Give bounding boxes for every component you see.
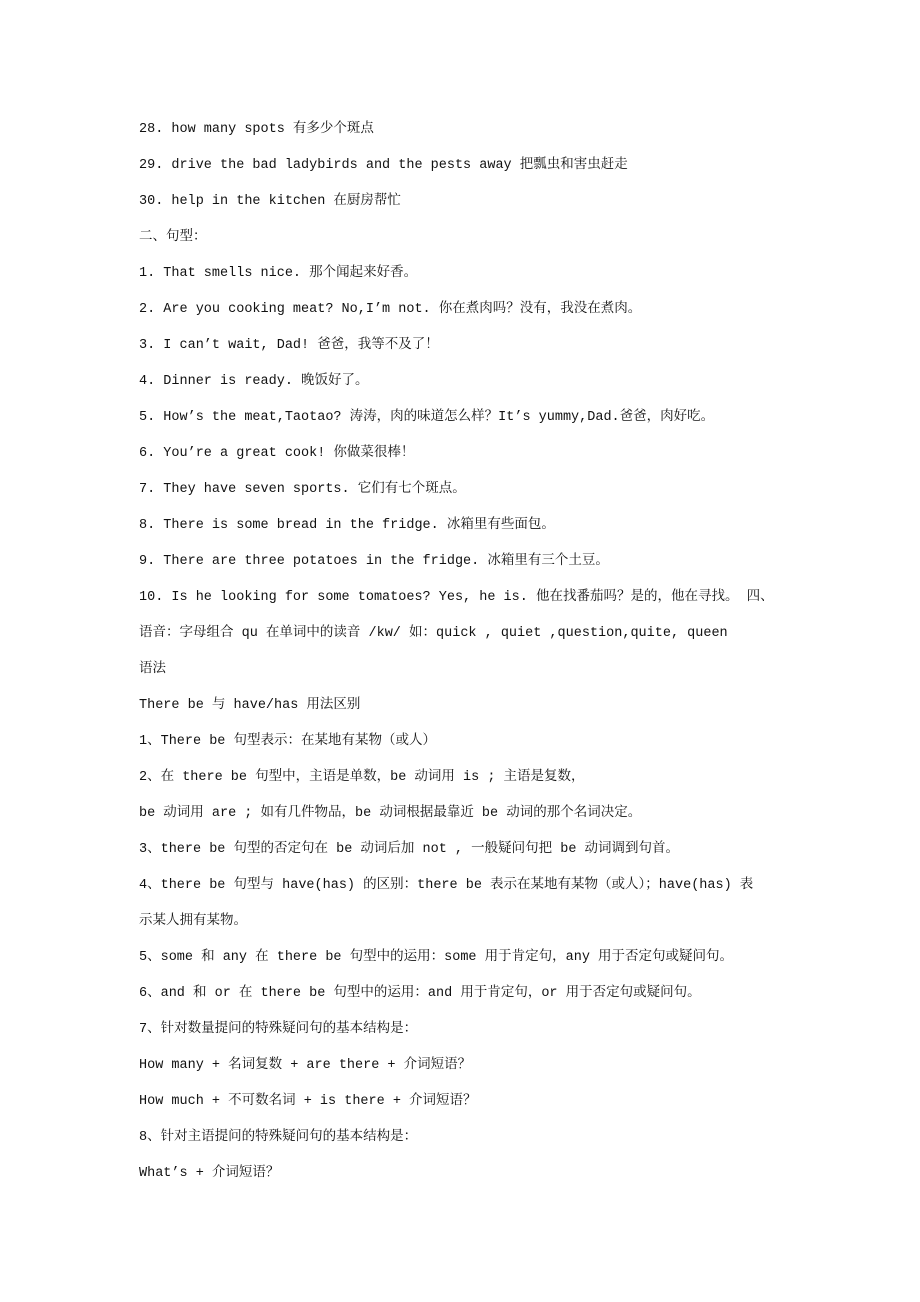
text-line: 7. They have seven sports. 它们有七个斑点。 <box>139 482 466 497</box>
text-line: 1、There be 句型表示：在某地有某物（或人） <box>139 734 437 749</box>
text-line: 1. That smells nice. 那个闻起来好香。 <box>139 266 418 281</box>
text-line: 29. drive the bad ladybirds and the pests away 把瓢虫和害虫赶走 <box>139 158 628 173</box>
text-line: 5. How’s the meat,Taotao? 涛涛，肉的味道怎么样？It’s yummy,Dad.爸爸，肉好吃。 <box>139 410 715 425</box>
text-line: 8、针对主语提问的特殊疑问句的基本结构是： <box>139 1130 418 1145</box>
text-line: 7、针对数量提问的特殊疑问句的基本结构是： <box>139 1022 418 1037</box>
text-line: 语法 <box>139 662 166 677</box>
text-line: 3. I can’t wait, Dad! 爸爸，我等不及了！ <box>139 338 439 353</box>
document-page <box>139 112 819 1192</box>
text-line: 9. There are three potatoes in the fridge. 冰箱里有三个土豆。 <box>139 554 609 569</box>
text-line: 二、句型： <box>139 230 207 245</box>
text-line: 语音：字母组合 qu 在单词中的读音 /kw/ 如：quick , quiet ,question,quite, queen <box>139 626 728 641</box>
text-line: 2、在 there be 句型中，主语是单数，be 动词用 is ; 主语是复数， <box>139 770 585 785</box>
text-line: 2. Are you cooking meat? No,I’m not. 你在煮肉吗？没有，我没在煮肉。 <box>139 302 642 317</box>
text-line: 3、there be 句型的否定句在 be 动词后加 not , 一般疑问句把 be 动词调到句首。 <box>139 842 680 857</box>
text-line: 30. help in the kitchen 在厨房帮忙 <box>139 194 401 209</box>
text-line: 4. Dinner is ready. 晚饭好了。 <box>139 374 369 389</box>
text-line: 4、there be 句型与 have(has) 的区别：there be 表示在某地有某物（或人）；have(has) 表 <box>139 878 754 893</box>
text-line: 10. Is he looking for some tomatoes? Yes, he is. 他在找番茄吗？是的，他在寻找。 四、 <box>139 590 774 605</box>
text-line: 8. There is some bread in the fridge. 冰箱里有些面包。 <box>139 518 555 533</box>
text-line: be 动词用 are ; 如有几件物品，be 动词根据最靠近 be 动词的那个名词决定。 <box>139 806 642 821</box>
text-line: How much + 不可数名词 + is there + 介词短语？ <box>139 1094 477 1109</box>
text-line: 28. how many spots 有多少个斑点 <box>139 122 374 137</box>
text-line: How many + 名词复数 + are there + 介词短语？ <box>139 1058 472 1073</box>
text-line: 示某人拥有某物。 <box>139 914 247 929</box>
text-line: 6、and 和 or 在 there be 句型中的运用：and 用于肯定句，or 用于否定句或疑问句。 <box>139 986 701 1001</box>
text-line: What’s + 介词短语？ <box>139 1166 280 1181</box>
text-line: 6. You’re a great cook! 你做菜很棒！ <box>139 446 415 461</box>
text-line: There be 与 have/has 用法区别 <box>139 698 361 713</box>
text-line: 5、some 和 any 在 there be 句型中的运用：some 用于肯定句，any 用于否定句或疑问句。 <box>139 950 734 965</box>
